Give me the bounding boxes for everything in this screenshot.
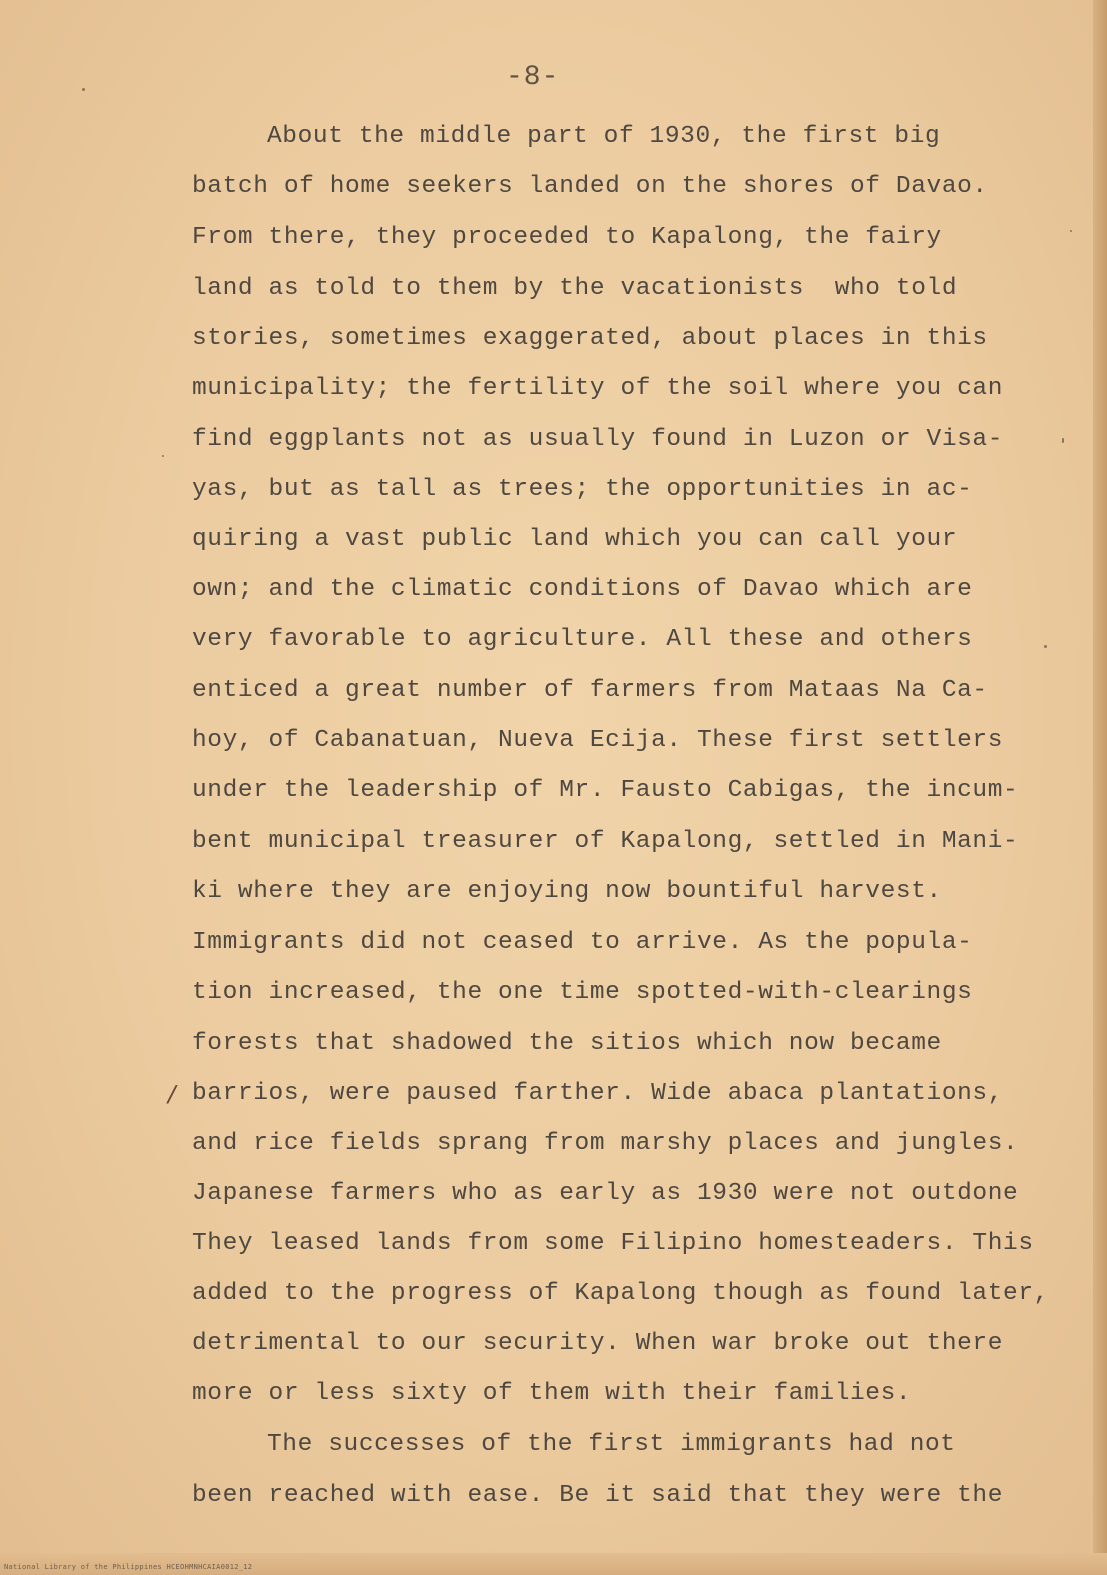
- text-line: very favorable to agriculture. All these and others: [192, 626, 973, 653]
- archive-footer-reference: National Library of the Philippines HCEOHMNHCAIA0012_12: [4, 1563, 253, 1571]
- text-line: About the middle part of 1930, the first big: [267, 123, 941, 150]
- page-number: -8-: [506, 62, 560, 93]
- text-line: added to the progress of Kapalong though as found later,: [192, 1280, 1049, 1307]
- text-line: yas, but as tall as trees; the opportunities in ac-: [192, 476, 973, 503]
- text-line: They leased lands from some Filipino homesteaders. This: [192, 1230, 1034, 1257]
- text-line: stories, sometimes exaggerated, about places in this: [192, 325, 988, 352]
- text-line: more or less sixty of them with their families.: [192, 1380, 912, 1407]
- text-line: The successes of the first immigrants had not: [267, 1431, 956, 1458]
- paper-speck: [1062, 438, 1064, 443]
- text-line: enticed a great number of farmers from Mataas Na Ca-: [192, 677, 988, 704]
- paper-speck: [82, 88, 85, 91]
- paper-speck: [1044, 645, 1047, 648]
- text-line: hoy, of Cabanatuan, Nueva Ecija. These first settlers: [192, 727, 1004, 754]
- text-line: bent municipal treasurer of Kapalong, settled in Mani-: [192, 828, 1019, 855]
- text-line: and rice fields sprang from marshy places and jungles.: [192, 1130, 1019, 1157]
- text-line: own; and the climatic conditions of Davao which are: [192, 576, 973, 603]
- paper-speck: [1070, 230, 1072, 232]
- text-line: under the leadership of Mr. Fausto Cabigas, the incum-: [192, 777, 1019, 804]
- text-line: tion increased, the one time spotted-with-clearings: [192, 979, 973, 1006]
- paper-speck: [162, 455, 164, 457]
- text-line: quiring a vast public land which you can call your: [192, 526, 958, 553]
- text-line: find eggplants not as usually found in Luzon or Visa-: [192, 426, 1004, 453]
- text-line: been reached with ease. Be it said that they were the: [192, 1482, 1004, 1509]
- text-line: Japanese farmers who as early as 1930 were not outdone: [192, 1180, 1019, 1207]
- text-line: land as told to them by the vacationists who told: [192, 275, 958, 302]
- text-line: municipality; the fertility of the soil where you can: [192, 375, 1004, 402]
- margin-check-mark: /: [165, 1079, 179, 1109]
- text-line: detrimental to our security. When war broke out there: [192, 1330, 1004, 1357]
- text-line: ki where they are enjoying now bountiful harvest.: [192, 878, 942, 905]
- text-line: barrios, were paused farther. Wide abaca plantations,: [192, 1080, 1004, 1107]
- text-line: batch of home seekers landed on the shores of Davao.: [192, 173, 988, 200]
- text-line: From there, they proceeded to Kapalong, the fairy: [192, 224, 942, 251]
- text-line: forests that shadowed the sitios which now became: [192, 1030, 942, 1057]
- text-line: Immigrants did not ceased to arrive. As the popula-: [192, 929, 973, 956]
